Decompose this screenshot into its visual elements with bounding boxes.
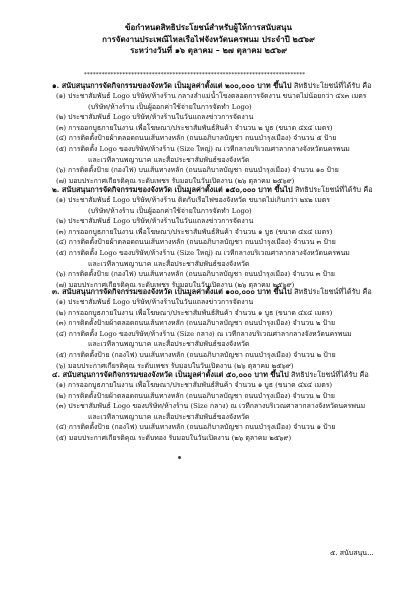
list-item-continuation: (บริษัท/ห้างร้าน เป็นผู้ออกค่าใช้จ่ายในการจัดทำ Logo) (88, 102, 252, 111)
list-item: (๓) การติดตั้งป้ายผ้าตลอดถนนเส้นทางหลัก (ถนนอภิบาลบัญชา ถนนบำรุงเมือง) จำนวน ๒ ป้าย (56, 319, 336, 328)
list-item: (๗) มอบประกาศเกียรติคุณ ระดับเพชร รับมอบในวันเปิดงาน (๒๖ ตุลาคม ๒๕๖๙) (56, 280, 295, 289)
list-item: (๒) การออกบูธภายในงาน เพื่อโฆษณา/ประชาสัมพันธ์สินค้า จำนวน ๑ บูธ (ขนาด ๔x๔ เมตร) (56, 308, 333, 317)
list-item: (๖) มอบประกาศเกียรติคุณ ระดับเพชร รับมอบในวันเปิดงาน (๒๖ ตุลาคม ๒๕๖๙) (56, 361, 294, 370)
header-subtitle: การจัดงานประเพณีไหลเรือไฟจังหวัดนครพนม ประจำปี ๒๕๖๙ (102, 33, 315, 44)
list-item: (๔) การติดตั้งป้ายผ้าตลอดถนนเส้นทางหลัก (ถนนอภิบาลบัญชา ถนนบำรุงเมือง) จำนวน ๓ ป้าย (56, 238, 336, 247)
list-item: (๕) การติดตั้ง Logo ของบริษัท/ห้างร้าน (Size ใหญ่) ณ เวทีกลางบริเวณศาลากลางจังหวัดนครพนม (56, 248, 350, 257)
list-item: (๑) ประชาสัมพันธ์ Logo บริษัท/ห้างร้าน กลางลำแม่น้ำโขงตลอดการจัดงาน ขนาดไม่น้อยกว่า ๔x๓ เมตร (56, 92, 367, 100)
header-date-range: ระหว่างวันที่ ๑๖ ตุลาคม – ๒๗ ตุลาคม ๒๕๖๙ (130, 45, 287, 55)
list-item: (๔) การติดตั้งป้ายผ้าตลอดถนนเส้นทางหลัก (ถนนอภิบาลบัญชา ถนนบำรุงเมือง) จำนวน ๕ ป้าย (56, 134, 337, 143)
stray-mark (178, 456, 181, 459)
list-item-continuation: และเวทีลานพญานาค และสื่อประชาสัมพันธ์ของจังหวัด (88, 412, 250, 421)
list-item: (๒) การติดตั้งป้ายผ้าตลอดถนนเส้นทางหลัก (ถนนอภิบาลบัญชา ถนนบำรุงเมือง) จำนวน ๒ ป้าย (56, 391, 335, 400)
list-item: (๑) การออกบูธภายในงาน เพื่อโฆษณา/ประชาสัมพันธ์สินค้า จำนวน ๑ บูธ (ขนาด ๔x๔ เมตร) (56, 381, 333, 389)
section-3 (52, 286, 392, 371)
section-2 (52, 184, 392, 290)
list-item: (๗) มอบประกาศเกียรติคุณ ระดับเพชร รับมอบในวันเปิดงาน (๒๖ ตุลาคม ๒๕๖๙) (56, 176, 295, 185)
section-1 (52, 80, 392, 186)
document-header (0, 22, 417, 57)
list-item: (๔) การติดตั้งป้าย (กองไฟ) บนเส้นทางหลัก (ถนนอภิบาลบัญชา ถนนบำรุงเมือง) จำนวน ๑ ป้าย (56, 423, 336, 432)
header-title: ข้อกำหนดสิทธิประโยชน์สำหรับผู้ให้การสนับสนุน (125, 22, 292, 32)
list-item-continuation: (บริษัท/ห้างร้าน เป็นผู้ออกค่าใช้จ่ายในการจัดทำ Logo) (88, 206, 252, 215)
list-item: (๖) การติดตั้งป้าย (กองไฟ) บนเส้นทางหลัก (ถนนอภิบาลบัญชา ถนนบำรุงเมือง) จำนวน ๑๐ ป้าย (56, 166, 339, 175)
list-item: (๒) ประชาสัมพันธ์ Logo บริษัท/ห้างร้านในวันแถลงข่าวการจัดงาน (56, 217, 254, 226)
list-item-continuation: และเวทีลานพญานาค และสื่อประชาสัมพันธ์ของจังหวัด (88, 340, 250, 349)
section-4 (52, 369, 392, 444)
list-item: (๑) ประชาสัมพันธ์ Logo บริษัท/ห้างร้านในวันแถลงข่าวการจัดงาน (56, 298, 254, 306)
list-item: (๕) การติดตั้งป้าย (กองไฟ) บนเส้นทางหลัก (ถนนอภิบาลบัญชา ถนนบำรุงเมือง) จำนวน ๒ ป้าย (56, 350, 336, 359)
page-continuation: ๕. สนับสนุน... (330, 549, 374, 557)
section-title: ๔. สนับสนุนการจัดกิจกรรมของจังหวัด เป็นมูลค่าตั้งแต่ ๕๐,๐๐๐ บาท ขึ้นไป สิทธิประโยชน์ที่ได้รับ คือ (52, 370, 369, 379)
list-item: (๓) การออกบูธภายในงาน เพื่อโฆษณา/ประชาสัมพันธ์สินค้า จำนวน ๑ บูธ (ขนาด ๔x๔ เมตร) (56, 227, 333, 236)
section-title: ๓. สนับสนุนการจัดกิจกรรมของจังหวัด เป็นมูลค่าตั้งแต่ ๑๐๐,๐๐๐ บาท ขึ้นไป สิทธิประโยชน์ที่ได้รับ คือ (52, 287, 372, 296)
header-divider: *************************************************************************** (84, 72, 306, 78)
list-item-continuation: และเวทีลานพญานาค และสื่อประชาสัมพันธ์ของจังหวัด (88, 259, 250, 268)
list-item: (๓) การออกบูธภายในงาน เพื่อโฆษณา/ประชาสัมพันธ์สินค้า จำนวน ๒ บูธ (ขนาด ๔x๔ เมตร) (56, 123, 333, 132)
section-title: ๒. สนับสนุนการจัดกิจกรรมของจังหวัด เป็นมูลค่าตั้งแต่ ๑๕๐,๐๐๐ บาท ขึ้นไป สิทธิประโยชน์ที่ได้รับ คือ (52, 185, 373, 194)
list-item: (๑) ประชาสัมพันธ์ Logo บริษัท/ห้างร้าน ติดกับเรือไฟของจังหวัด ขนาดไม่เกินกว่า ๒x๒ เมตร (56, 196, 330, 204)
list-item: (๕) มอบประกาศเกียรติคุณ ระดับทอง รับมอบในวันเปิดงาน (๒๖ ตุลาคม ๒๕๖๙) (56, 433, 292, 442)
list-item-continuation: และเวทีลานพญานาค และสื่อประชาสัมพันธ์ของจังหวัด (88, 155, 250, 164)
list-item: (๒) ประชาสัมพันธ์ Logo บริษัท/ห้างร้านในวันแถลงข่าวการจัดงาน (56, 113, 254, 122)
list-item: (๔) การติดตั้ง Logo ของบริษัท/ห้างร้าน (Size กลาง) ณ เวทีกลางบริเวณศาลากลางจังหวัดนครพนม (56, 329, 352, 338)
list-item: (๓) ประชาสัมพันธ์ Logo ของบริษัท/ห้างร้าน (Size กลาง) ณ เวทีกลางบริเวณศาลากลางจังหวัดนครพนม (56, 402, 366, 411)
section-title: ๑. สนับสนุนการจัดกิจกรรมของจังหวัด เป็นมูลค่าตั้งแต่ ๒๐๐,๐๐๐ บาท ขึ้นไป สิทธิประโยชน์ที่ได้รับ คือ (52, 81, 372, 90)
list-item: (๖) การติดตั้งป้าย (กองไฟ) บนเส้นทางหลัก (ถนนอภิบาลบัญชา ถนนบำรุงเมือง) จำนวน ๓ ป้าย (56, 270, 335, 279)
list-item: (๕) การติดตั้ง Logo ของบริษัท/ห้างร้าน (Size ใหญ่) ณ เวทีกลางบริเวณศาลากลางจังหวัดนครพนม (56, 144, 350, 153)
